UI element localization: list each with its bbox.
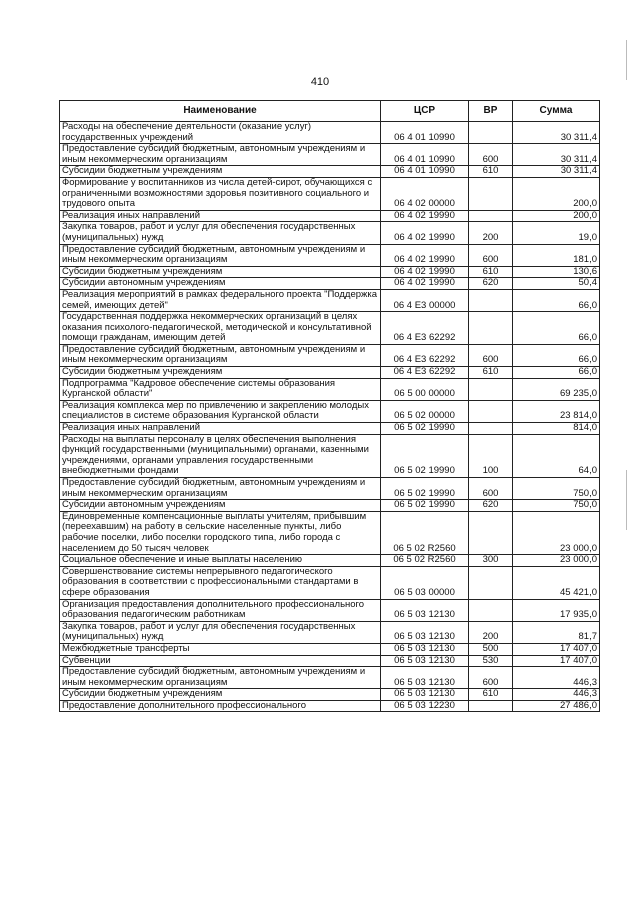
- cell-csr: 06 5 00 00000: [381, 378, 469, 400]
- cell-vr: 610: [469, 266, 513, 278]
- cell-csr: 06 4 01 10990: [381, 166, 469, 178]
- cell-csr: 06 4 E3 62292: [381, 367, 469, 379]
- cell-csr: 06 4 02 19990: [381, 278, 469, 290]
- cell-csr: 06 5 02 19990: [381, 500, 469, 512]
- cell-csr: 06 5 03 12130: [381, 599, 469, 621]
- cell-vr: 600: [469, 344, 513, 366]
- table-row: [60, 244, 600, 266]
- table-row: [60, 177, 600, 210]
- cell-vr: [469, 423, 513, 435]
- table-row: [60, 667, 600, 689]
- cell-name: Предоставление субсидий бюджетным, автономным учреждениям и иным некоммерческим организациям: [60, 244, 381, 266]
- cell-sum: 446,3: [513, 667, 600, 689]
- header-name: Наименование: [60, 101, 381, 122]
- cell-vr: 610: [469, 689, 513, 701]
- table-row: [60, 289, 600, 311]
- table-row: [60, 266, 600, 278]
- table-row: [60, 500, 600, 512]
- cell-sum: 66,0: [513, 367, 600, 379]
- cell-vr: 620: [469, 500, 513, 512]
- cell-sum: 17 407,0: [513, 643, 600, 655]
- cell-sum: 45 421,0: [513, 566, 600, 599]
- table-row: [60, 621, 600, 643]
- cell-name: Государственная поддержка некоммерческих организаций в целях оказания психолого-педагогической, методической и консультативной помощи гражданам, имеющим детей: [60, 312, 381, 345]
- cell-csr: 06 4 01 10990: [381, 144, 469, 166]
- cell-name: Реализация комплекса мер по привлечению и закреплению молодых специалистов в системе образования Курганской области: [60, 400, 381, 422]
- header-csr: ЦСР: [381, 101, 469, 122]
- cell-vr: 100: [469, 434, 513, 477]
- cell-sum: 200,0: [513, 177, 600, 210]
- cell-name: Субсидии бюджетным учреждениям: [60, 266, 381, 278]
- cell-csr: 06 5 03 12130: [381, 643, 469, 655]
- cell-name: Организация предоставления дополнительного профессионального образования педагогическим работникам: [60, 599, 381, 621]
- cell-sum: 23 000,0: [513, 555, 600, 567]
- cell-vr: [469, 122, 513, 144]
- table-row: [60, 478, 600, 500]
- table-row: [60, 434, 600, 477]
- cell-csr: 06 4 E3 62292: [381, 344, 469, 366]
- table-row: [60, 344, 600, 366]
- cell-vr: 500: [469, 643, 513, 655]
- table-row: [60, 511, 600, 554]
- table-row: [60, 378, 600, 400]
- cell-sum: 81,7: [513, 621, 600, 643]
- cell-csr: 06 5 02 R2560: [381, 555, 469, 567]
- cell-name: Формирование у воспитанников из числа детей-сирот, обучающихся с ограниченными возможностями здоровья позитивного социального и трудового опыта: [60, 177, 381, 210]
- cell-vr: [469, 599, 513, 621]
- cell-vr: 620: [469, 278, 513, 290]
- cell-name: Предоставление дополнительного профессионального: [60, 700, 381, 712]
- cell-vr: [469, 210, 513, 222]
- cell-vr: 600: [469, 478, 513, 500]
- cell-csr: 06 4 02 19990: [381, 244, 469, 266]
- cell-name: Субвенции: [60, 655, 381, 667]
- cell-vr: 200: [469, 222, 513, 244]
- cell-sum: 17 935,0: [513, 599, 600, 621]
- table-row: [60, 210, 600, 222]
- cell-sum: 30 311,4: [513, 144, 600, 166]
- cell-sum: 17 407,0: [513, 655, 600, 667]
- cell-vr: [469, 378, 513, 400]
- cell-sum: 27 486,0: [513, 700, 600, 712]
- cell-vr: 600: [469, 667, 513, 689]
- cell-sum: 446,3: [513, 689, 600, 701]
- table-row: [60, 566, 600, 599]
- cell-name: Субсидии бюджетным учреждениям: [60, 166, 381, 178]
- cell-sum: 69 235,0: [513, 378, 600, 400]
- cell-csr: 06 5 03 12230: [381, 700, 469, 712]
- table-row: [60, 400, 600, 422]
- table-row: [60, 643, 600, 655]
- table-body: [60, 122, 600, 712]
- cell-csr: 06 5 03 12130: [381, 689, 469, 701]
- cell-vr: [469, 400, 513, 422]
- table-row: [60, 700, 600, 712]
- cell-csr: 06 5 03 12130: [381, 621, 469, 643]
- cell-csr: 06 4 02 19990: [381, 210, 469, 222]
- cell-csr: 06 5 02 19990: [381, 434, 469, 477]
- cell-name: Расходы на обеспечение деятельности (оказание услуг) государственных учреждений: [60, 122, 381, 144]
- table-row: [60, 144, 600, 166]
- cell-vr: 530: [469, 655, 513, 667]
- table-row: [60, 423, 600, 435]
- cell-name: Единовременные компенсационные выплаты учителям, прибывшим (переехавшим) на работу в сельские населенные пункты, либо рабочие поселки, либо поселки городского типа, либо города с населением до 50 тысяч человек: [60, 511, 381, 554]
- scan-edge-mark: [626, 40, 627, 80]
- cell-csr: 06 5 03 00000: [381, 566, 469, 599]
- cell-csr: 06 5 02 19990: [381, 423, 469, 435]
- cell-sum: 130,6: [513, 266, 600, 278]
- cell-name: Реализация мероприятий в рамках федерального проекта "Поддержка семей, имеющих детей": [60, 289, 381, 311]
- cell-name: Социальное обеспечение и иные выплаты населению: [60, 555, 381, 567]
- cell-vr: 600: [469, 244, 513, 266]
- cell-sum: 30 311,4: [513, 122, 600, 144]
- cell-vr: [469, 511, 513, 554]
- table-row: [60, 166, 600, 178]
- table-header-row: [60, 101, 600, 122]
- cell-csr: 06 5 02 00000: [381, 400, 469, 422]
- cell-name: Расходы на выплаты персоналу в целях обеспечения выполнения функций государственными (муниципальными) органами, казенными учреждениями, органами управления государственными внебюджетными фондами: [60, 434, 381, 477]
- cell-name: Субсидии бюджетным учреждениям: [60, 367, 381, 379]
- cell-name: Предоставление субсидий бюджетным, автономным учреждениям и иным некоммерческим организациям: [60, 344, 381, 366]
- table-row: [60, 312, 600, 345]
- cell-name: Реализация иных направлений: [60, 210, 381, 222]
- cell-name: Межбюджетные трансферты: [60, 643, 381, 655]
- scan-edge-mark: [626, 470, 627, 530]
- cell-csr: 06 5 03 12130: [381, 667, 469, 689]
- header-sum: Сумма: [513, 101, 600, 122]
- cell-sum: 66,0: [513, 312, 600, 345]
- cell-csr: 06 5 03 12130: [381, 655, 469, 667]
- cell-sum: 50,4: [513, 278, 600, 290]
- budget-table: [59, 100, 600, 712]
- cell-vr: 610: [469, 166, 513, 178]
- table-row: [60, 122, 600, 144]
- cell-sum: 750,0: [513, 500, 600, 512]
- cell-csr: 06 4 02 00000: [381, 177, 469, 210]
- cell-name: Реализация иных направлений: [60, 423, 381, 435]
- table-row: [60, 367, 600, 379]
- header-vr: ВР: [469, 101, 513, 122]
- cell-vr: [469, 700, 513, 712]
- cell-sum: 66,0: [513, 289, 600, 311]
- cell-vr: 610: [469, 367, 513, 379]
- cell-name: Подпрограмма "Кадровое обеспечение системы образования Курганской области": [60, 378, 381, 400]
- cell-csr: 06 5 02 R2560: [381, 511, 469, 554]
- cell-vr: 600: [469, 144, 513, 166]
- cell-sum: 750,0: [513, 478, 600, 500]
- cell-sum: 814,0: [513, 423, 600, 435]
- cell-csr: 06 4 E3 00000: [381, 289, 469, 311]
- cell-csr: 06 5 02 19990: [381, 478, 469, 500]
- cell-sum: 23 000,0: [513, 511, 600, 554]
- cell-sum: 181,0: [513, 244, 600, 266]
- cell-vr: [469, 177, 513, 210]
- cell-csr: 06 4 01 10990: [381, 122, 469, 144]
- table-row: [60, 278, 600, 290]
- cell-csr: 06 4 02 19990: [381, 222, 469, 244]
- cell-vr: [469, 566, 513, 599]
- cell-name: Совершенствование системы непрерывного педагогического образования в соответствии с профессиональными стандартами в сфере образования: [60, 566, 381, 599]
- cell-sum: 23 814,0: [513, 400, 600, 422]
- cell-name: Субсидии автономным учреждениям: [60, 500, 381, 512]
- cell-name: Закупка товаров, работ и услуг для обеспечения государственных (муниципальных) нужд: [60, 222, 381, 244]
- table-row: [60, 555, 600, 567]
- cell-sum: 200,0: [513, 210, 600, 222]
- cell-name: Предоставление субсидий бюджетным, автономным учреждениям и иным некоммерческим организациям: [60, 667, 381, 689]
- cell-sum: 30 311,4: [513, 166, 600, 178]
- cell-name: Субсидии бюджетным учреждениям: [60, 689, 381, 701]
- cell-name: Субсидии автономным учреждениям: [60, 278, 381, 290]
- cell-csr: 06 4 E3 62292: [381, 312, 469, 345]
- table-row: [60, 689, 600, 701]
- page-number: 410: [310, 76, 330, 88]
- cell-sum: 64,0: [513, 434, 600, 477]
- cell-vr: 200: [469, 621, 513, 643]
- cell-name: Закупка товаров, работ и услуг для обеспечения государственных (муниципальных) нужд: [60, 621, 381, 643]
- table-row: [60, 222, 600, 244]
- cell-sum: 66,0: [513, 344, 600, 366]
- cell-vr: [469, 289, 513, 311]
- cell-csr: 06 4 02 19990: [381, 266, 469, 278]
- cell-name: Предоставление субсидий бюджетным, автономным учреждениям и иным некоммерческим организациям: [60, 144, 381, 166]
- cell-vr: 300: [469, 555, 513, 567]
- cell-sum: 19,0: [513, 222, 600, 244]
- table-row: [60, 655, 600, 667]
- cell-name: Предоставление субсидий бюджетным, автономным учреждениям и иным некоммерческим организациям: [60, 478, 381, 500]
- cell-vr: [469, 312, 513, 345]
- table-row: [60, 599, 600, 621]
